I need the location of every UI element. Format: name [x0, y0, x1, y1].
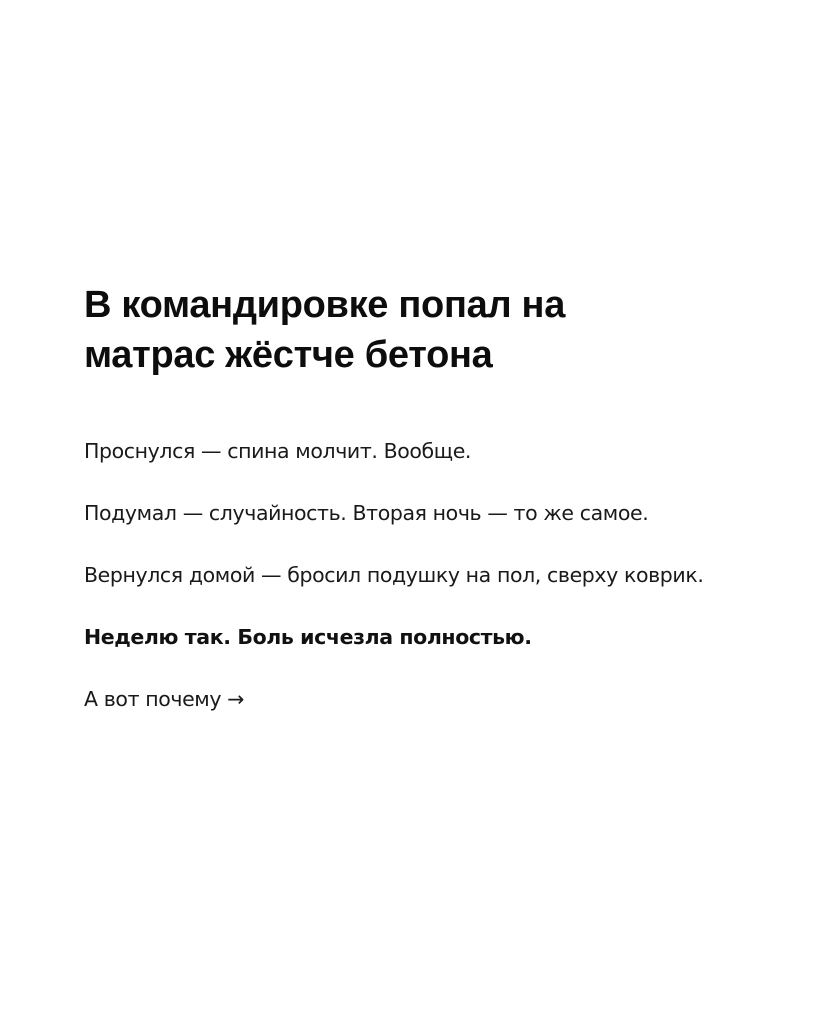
paragraph-pain-gone: Неделю так. Боль исчезла полностью. [84, 625, 532, 649]
paragraph-returned-home: Вернулся домой — бросил подушку на пол, сверху коврик. [84, 563, 704, 587]
paragraph-coincidence: Подумал — случайность. Вторая ночь — то же самое. [84, 501, 649, 525]
paragraph-here-is-why: А вот почему → [84, 687, 244, 711]
headline-line-1: В командировке попал на [84, 284, 566, 326]
paragraph-woke-up: Проснулся — спина молчит. Вообще. [84, 439, 472, 463]
post-card [84, 280, 744, 718]
post-headline [84, 280, 744, 380]
headline-line-2: матрас жёстче бетона [84, 334, 493, 376]
